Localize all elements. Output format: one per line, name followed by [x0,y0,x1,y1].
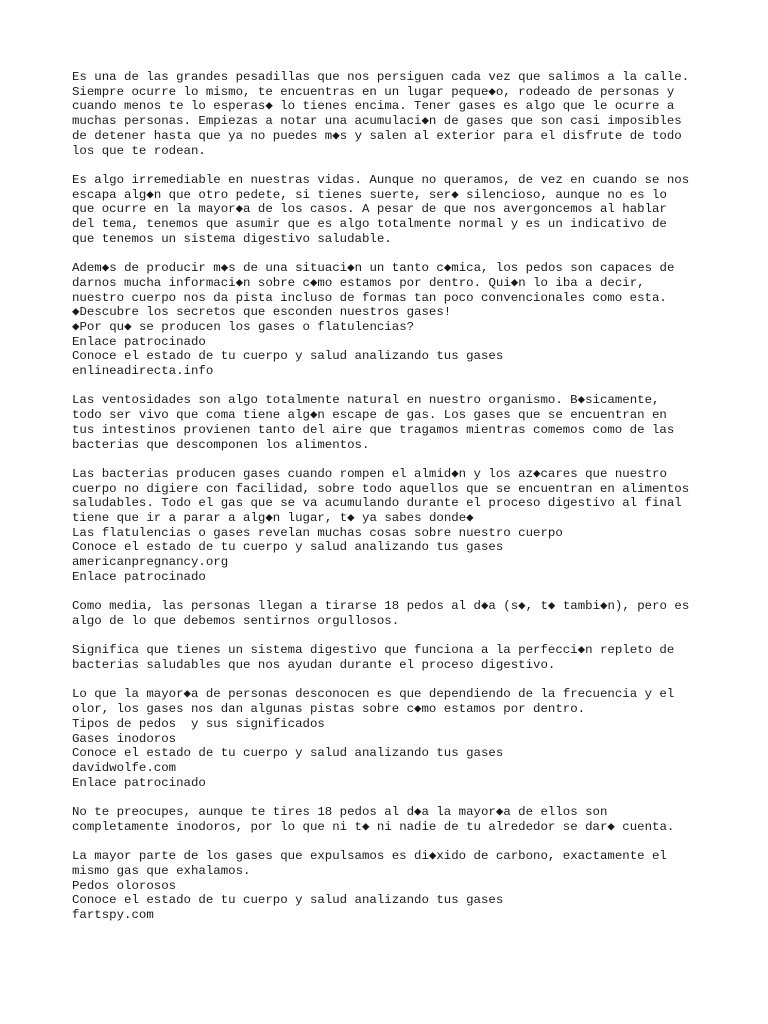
sponsored-domain[interactable]: fartspy.com [72,907,154,922]
sponsored-domain[interactable]: americanpregnancy.org [72,555,229,570]
section-heading: Gases inodoros [72,731,177,746]
text-line: Las ventosidades son algo totalmente natural en nuestro organismo. B◆sicamente, [72,393,660,408]
paragraph-2 [72,173,702,247]
text-line: Como media, las personas llegan a tirarse 18 pedos al d◆a (s◆, t◆ tambi◆n), pero es [72,599,690,614]
text-line: del tema, tenemos que asumir que es algo totalmente normal y es un indicativo de [72,217,667,232]
text-line: algo de lo que debemos sentirnos orgullosos. [72,613,400,628]
paragraph-7 [72,643,702,672]
text-line: de detener hasta que ya no puedes m◆s y salen al exterior para el disfrute de todo [72,128,682,143]
paragraph-8 [72,687,702,790]
text-line: mismo gas que exhalamos. [72,863,251,878]
sponsored-link-text[interactable]: Conoce el estado de tu cuerpo y salud analizando tus gases [72,349,504,364]
text-line: Las flatulencias o gases revelan muchas cosas sobre nuestro cuerpo [72,525,563,540]
sponsored-link-text[interactable]: Conoce el estado de tu cuerpo y salud analizando tus gases [72,746,504,761]
text-line: Siempre ocurre lo mismo, te encuentras en un lugar peque◆o, rodeado de personas y [72,84,675,99]
section-heading: Pedos olorosos [72,878,177,893]
text-line: Las bacterias producen gases cuando rompen el almid◆n y los az◆cares que nuestro [72,466,667,481]
text-line: ◆Descubre los secretos que esconden nuestros gases! [72,305,452,320]
sponsored-label: Enlace patrocinado [72,569,206,584]
paragraph-10 [72,849,702,923]
text-line: Significa que tienes un sistema digestivo que funciona a la perfecci◆n repleto de [72,643,675,658]
sponsored-label: Enlace patrocinado [72,775,206,790]
text-line: No te preocupes, aunque te tires 18 pedos al d◆a la mayor◆a de ellos son [72,805,608,820]
text-line: Lo que la mayor◆a de personas desconocen es que dependiendo de la frecuencia y el [72,687,675,702]
text-line: Adem◆s de producir m◆s de una situaci◆n un tanto c◆mica, los pedos son capaces de [72,261,675,276]
paragraph-6 [72,599,702,628]
text-line: bacterias saludables que nos ayudan durante el proceso digestivo. [72,658,556,673]
text-line: los que te rodean. [72,143,206,158]
sponsored-label: Enlace patrocinado [72,334,206,349]
paragraph-5 [72,467,702,585]
text-line: darnos mucha informaci◆n sobre c◆mo estamos por dentro. Qui◆n lo iba a decir, [72,275,645,290]
text-line: todo ser vivo que coma tiene alg◆n escape de gas. Los gases que se encuentran en [72,408,667,423]
document-page [72,70,702,937]
sponsored-link-text[interactable]: Conoce el estado de tu cuerpo y salud analizando tus gases [72,893,504,908]
text-line: escapa alg◆n que otro pedete, si tienes suerte, ser◆ silencioso, aunque no es lo [72,187,667,202]
text-line: ◆Por qu◆ se producen los gases o flatulencias? [72,319,415,334]
paragraph-9 [72,805,702,834]
text-line: Es una de las grandes pesadillas que nos persiguen cada vez que salimos a la calle. [72,70,690,84]
section-heading: Tipos de pedos y sus significados [72,716,325,731]
text-line: nuestro cuerpo nos da pista incluso de formas tan poco convencionales como esta. [72,290,667,305]
text-line: cuando menos te lo esperas◆ lo tienes encima. Tener gases es algo que le ocurre a [72,99,675,114]
text-line: tus intestinos provienen tanto del aire que tragamos mientras comemos como de las [72,422,675,437]
text-line: que ocurre en la mayor◆a de los casos. A pesar de que nos avergoncemos al hablar [72,202,667,217]
text-line: cuerpo no digiere con facilidad, sobre todo aquellos que se encuentran en alimentos [72,481,690,496]
text-line: olor, los gases nos dan algunas pistas sobre c◆mo estamos por dentro. [72,702,586,717]
text-line: completamente inodoros, por lo que ni t◆ ni nadie de tu alrededor se dar◆ cuenta. [72,819,675,834]
text-line: La mayor parte de los gases que expulsamos es di◆xido de carbono, exactamente el [72,849,667,864]
sponsored-domain[interactable]: davidwolfe.com [72,760,177,775]
text-line: tiene que ir a parar a alg◆n lugar, t◆ ya sabes donde◆ [72,511,474,526]
text-line: bacterias que descomponen los alimentos. [72,437,370,452]
text-line: saludables. Todo el gas que se va acumulando durante el proceso digestivo al final [72,496,682,511]
sponsored-link-text[interactable]: Conoce el estado de tu cuerpo y salud analizando tus gases [72,540,504,555]
paragraph-1 [72,70,702,158]
paragraph-4 [72,393,702,452]
paragraph-3 [72,261,702,379]
text-line: que tenemos un sistema digestivo saludable. [72,231,392,246]
text-line: Es algo irremediable en nuestras vidas. Aunque no queramos, de vez en cuando se nos [72,172,690,187]
sponsored-domain[interactable]: enlineadirecta.info [72,364,214,379]
text-line: muchas personas. Empiezas a notar una acumulaci◆n de gases que son casi imposibles [72,114,682,129]
